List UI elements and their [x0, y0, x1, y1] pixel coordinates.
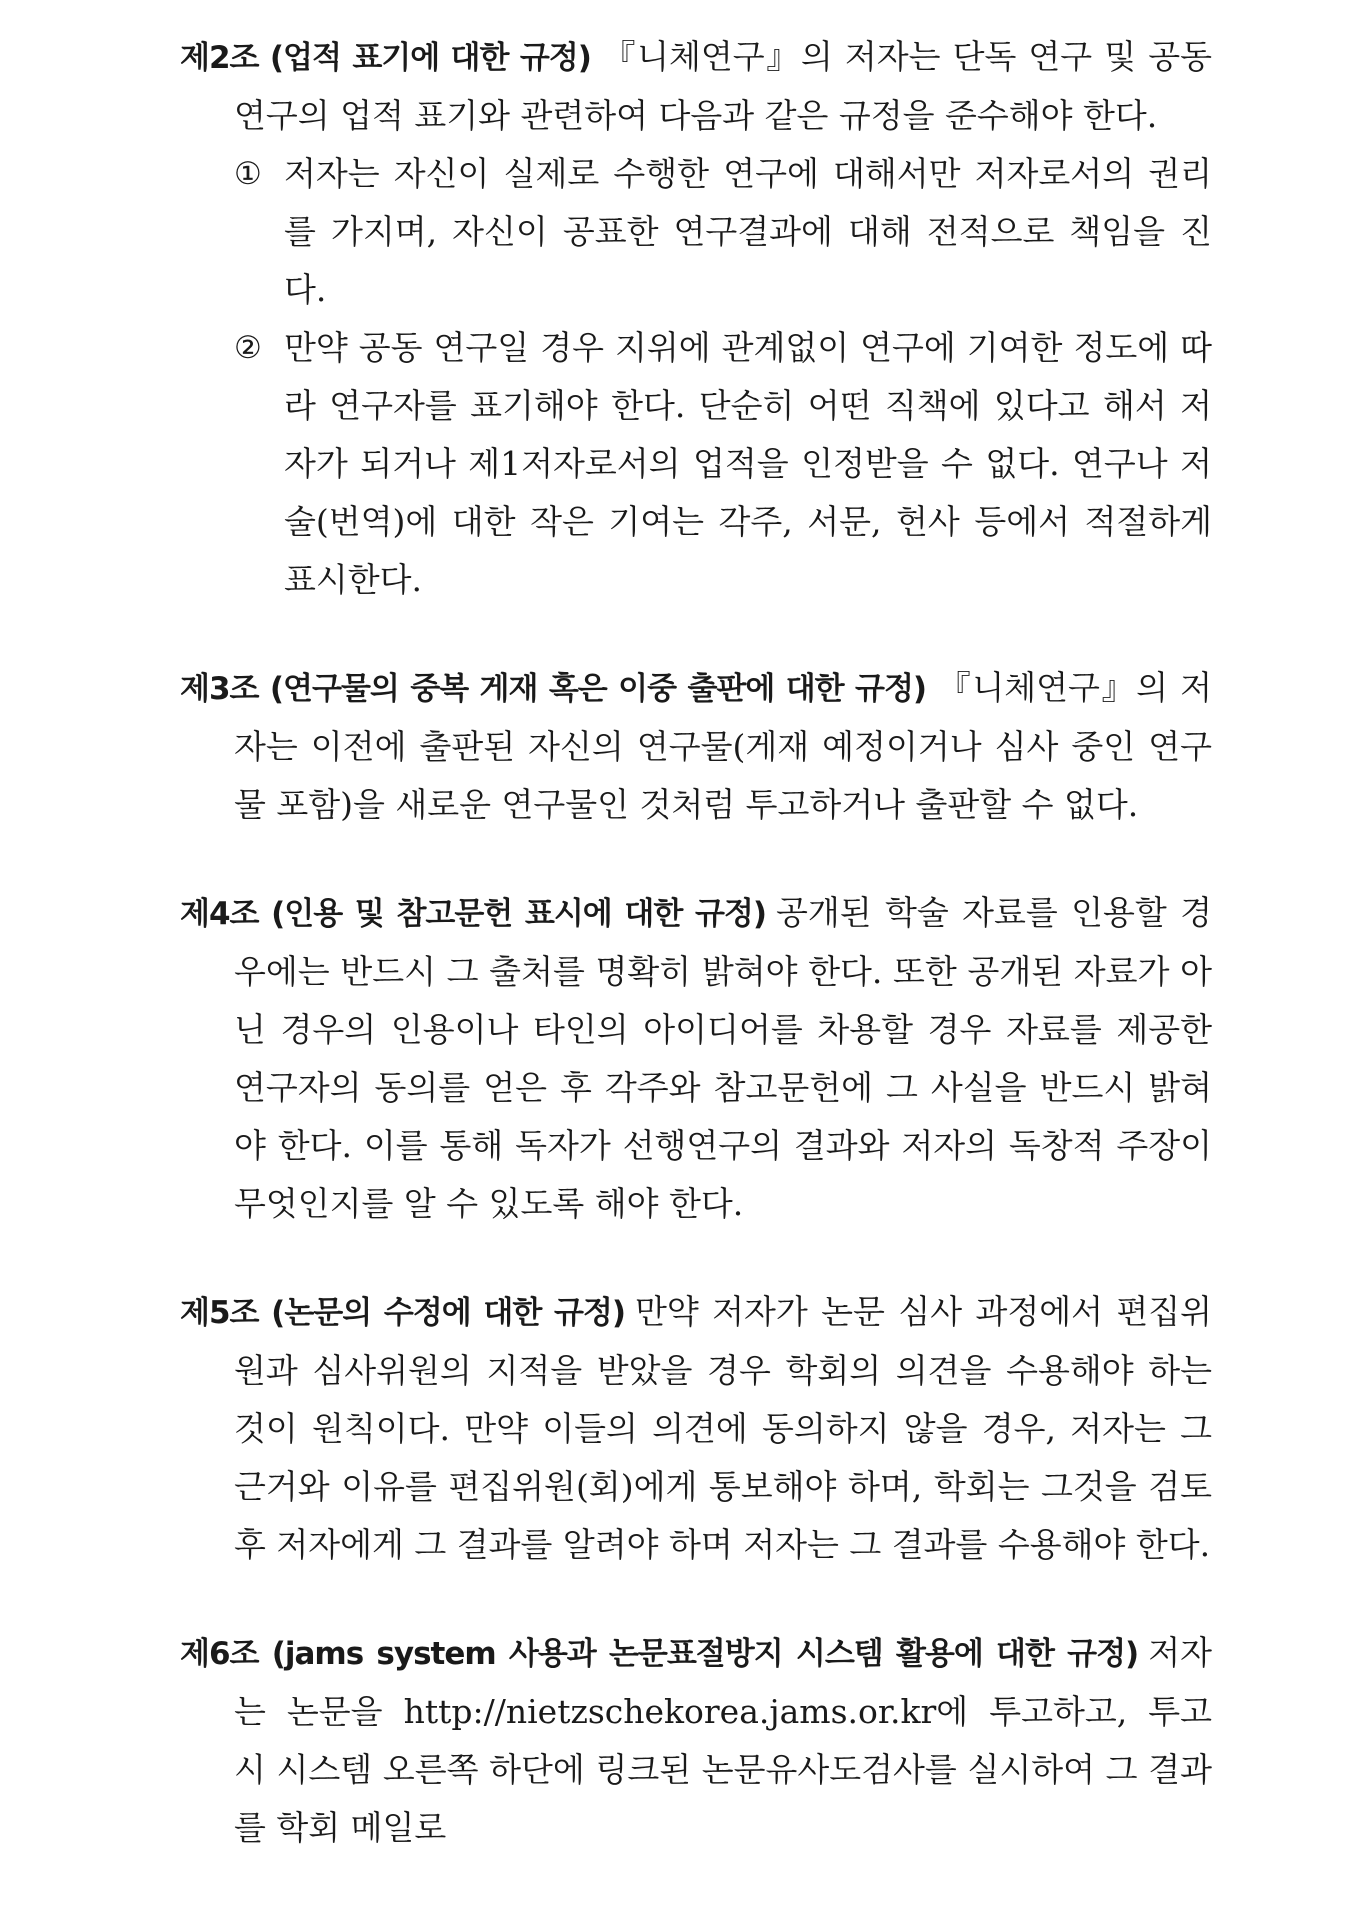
item-number: ① [234, 156, 262, 192]
article-6 [180, 1624, 1212, 1857]
list-item [234, 319, 1212, 609]
article-paragraph [180, 1283, 1212, 1574]
article-paragraph [180, 1624, 1212, 1857]
article-heading: 제2조 (업적 표기에 대한 규정) [180, 40, 591, 76]
article-body: 만약 저자가 논문 심사 과정에서 편집위원과 심사위원의 지적을 받았을 경우 학회의 의견을 수용해야 하는 것이 원칙이다. 만약 이들의 의견에 동의하지 않을 경우, 저자는 그 근거와 이유를 편집위원(회)에게 통보해야 하며, 학회는 그것을 검토 후 저자에게 그 결과를 알려야 하며 저자는 그 결과를 수용해야 한다. [234, 1292, 1212, 1564]
article-body: 『니체연구』의 저자는 단독 연구 및 공동 연구의 업적 표기와 관련하여 다음과 같은 규정을 준수해야 한다. [234, 37, 1213, 135]
article-4 [180, 884, 1212, 1233]
item-text: 저자는 자신이 실제로 수행한 연구에 대해서만 저자로서의 권리를 가지며, 자신이 공표한 연구결과에 대해 전적으로 책임을 진다. [284, 154, 1212, 309]
article-paragraph [180, 659, 1212, 834]
article-5 [180, 1283, 1212, 1574]
item-text: 만약 공동 연구일 경우 지위에 관계없이 연구에 기여한 정도에 따라 연구자를 표기해야 한다. 단순히 어떤 직책에 있다고 해서 저자가 되거나 제1저자로서의 업적을 인정받을 수 없다. 연구나 저술(번역)에 대한 작은 기여는 각주, 서문, 헌사 등에서 적절하게 표시한다. [284, 328, 1212, 599]
article-body: 『니체연구』의 저자는 이전에 출판된 자신의 연구물(게재 예정이거나 심사 중인 연구물 포함)을 새로운 연구물인 것처럼 투고하거나 출판할 수 없다. [234, 668, 1212, 824]
article-heading: 제4조 (인용 및 참고문헌 표시에 대한 규정) [180, 896, 767, 932]
article-heading: 제6조 (jams system 사용과 논문표절방지 시스템 활용에 대한 규정) [180, 1636, 1139, 1672]
document-page [180, 28, 1212, 1907]
article-item-list [180, 145, 1212, 609]
item-number: ② [234, 330, 262, 366]
article-2 [180, 28, 1212, 609]
article-heading: 제5조 (논문의 수정에 대한 규정) [180, 1295, 626, 1331]
article-3 [180, 659, 1212, 834]
list-item [234, 145, 1212, 319]
article-paragraph [180, 884, 1212, 1233]
article-body: 공개된 학술 자료를 인용할 경우에는 반드시 그 출처를 명확히 밝혀야 한다. 또한 공개된 자료가 아닌 경우의 인용이나 타인의 아이디어를 차용할 경우 자료를 제공한 연구자의 동의를 얻은 후 각주와 참고문헌에 그 사실을 반드시 밝혀야 한다. 이를 통해 독자가 선행연구의 결과와 저자의 독창적 주장이 무엇인지를 알 수 있도록 해야 한다. [234, 893, 1213, 1223]
article-body: 저자는 논문을 http://nietzschekorea.jams.or.kr에 투고하고, 투고 시 시스템 오른쪽 하단에 링크된 논문유사도검사를 실시하여 그 결과를 학회 메일로 [234, 1633, 1212, 1847]
article-heading: 제3조 (연구물의 중복 게재 혹은 이중 출판에 대한 규정) [180, 671, 927, 707]
article-paragraph [180, 28, 1212, 145]
